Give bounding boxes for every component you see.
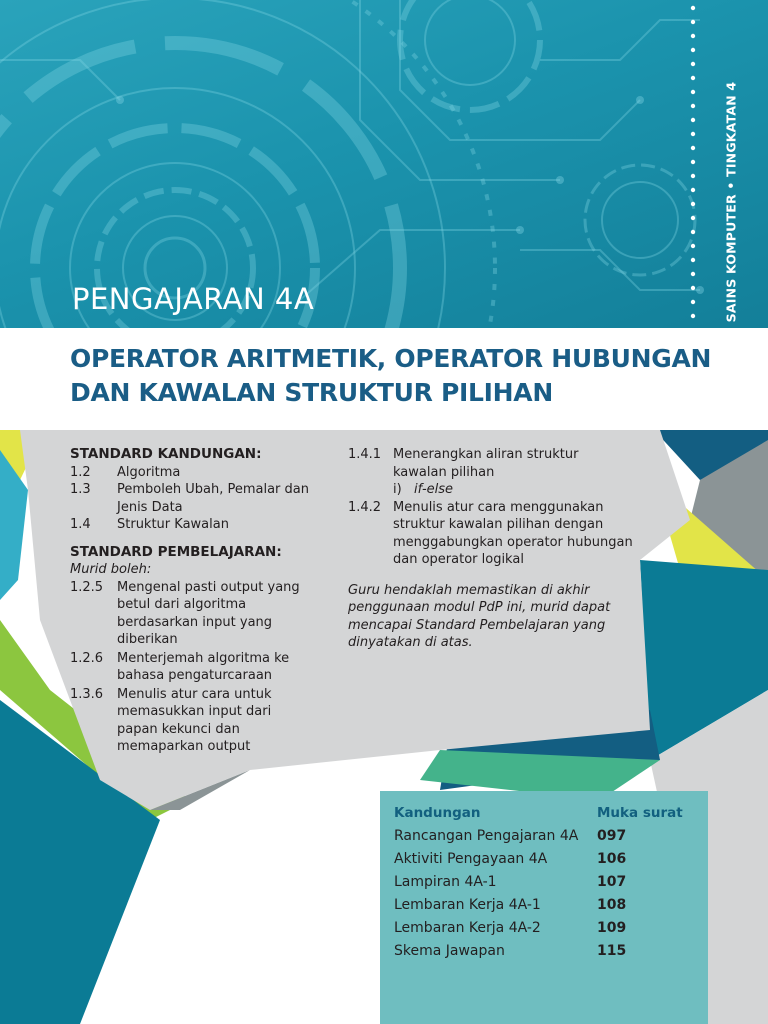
table-row: Skema Jawapan 115: [394, 943, 627, 959]
table-row: Lampiran 4A-1 107: [394, 874, 627, 890]
dotted-divider-graphic: [690, 0, 696, 328]
list-item: 1.2.5 Mengenal pasti output yang betul dari algoritma berdasarkan input yang diberikan: [70, 579, 300, 647]
contents-header-label: Kandungan: [394, 805, 481, 821]
page-title: [70, 342, 730, 410]
standard-pembelajaran-heading: STANDARD PEMBELAJARAN:: [70, 543, 282, 560]
page-title-line-2: DAN KAWALAN STRUKTUR PILIHAN: [70, 378, 553, 407]
list-item: 1.2.6 Menterjemah algoritma ke bahasa pengaturcaraan: [70, 650, 290, 683]
list-item: 1.3.6 Menulis atur cara untuk memasukkan input dari papan kekunci dan memaparkan output: [70, 686, 272, 754]
circuit-pattern-graphic: [0, 0, 768, 328]
table-row: Lembaran Kerja 4A-2 109: [394, 920, 627, 936]
left-column: [70, 446, 350, 756]
table-row: Rancangan Pengajaran 4A 097: [394, 828, 627, 844]
list-item: 1.4.1 Menerangkan aliran struktur kawalan pilihan: [348, 447, 579, 480]
list-item: 1.3 Pemboleh Ubah, Pemalar dan Jenis Data: [70, 482, 309, 515]
list-sub-item: i) if-else: [393, 482, 454, 497]
page-title-line-1: OPERATOR ARITMETIK, OPERATOR HUBUNGAN: [70, 344, 712, 373]
side-book-label-text: SAINS KOMPUTER • TINGKATAN 4: [723, 81, 739, 323]
list-item: 1.4 Struktur Kawalan: [70, 517, 229, 532]
contents-table: [380, 791, 708, 1024]
contents-header-page: Muka surat: [597, 805, 683, 821]
cover-banner: [0, 0, 768, 328]
right-column: [348, 446, 658, 652]
standard-kandungan-heading: STANDARD KANDUNGAN:: [70, 446, 262, 462]
standard-pembelajaran-intro: Murid boleh:: [70, 562, 152, 577]
list-item: 1.2 Algoritma: [70, 464, 181, 480]
table-row: Aktiviti Pengayaan 4A 106: [394, 851, 627, 867]
teacher-note: Guru hendaklah memastikan di akhir penggunaan modul PdP ini, murid dapat mencapai Standard Pembelajaran yang dinyatakan di atas.: [348, 582, 611, 650]
side-book-label: [712, 81, 750, 323]
lesson-label: PENGAJARAN 4A: [72, 282, 315, 316]
table-row: Lembaran Kerja 4A-1 108: [394, 897, 627, 913]
list-item: 1.4.2 Menulis atur cara menggunakan struktur kawalan pilihan dengan menggabungkan operator hubungan dan operator logikal: [348, 499, 633, 567]
